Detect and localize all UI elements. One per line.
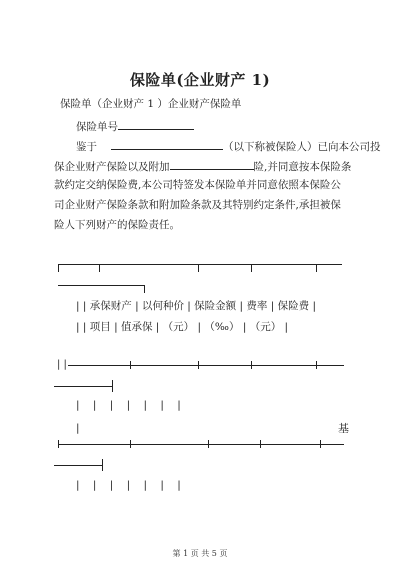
row-b-sub-rule xyxy=(54,465,102,466)
table-header-row-1: | | 承保财产 | 以何种价 | 保险金额 | 费率 | 保险费 | xyxy=(76,300,316,312)
table-rule-tick xyxy=(320,440,321,448)
table-top-rule xyxy=(58,264,342,265)
table-rule-tick xyxy=(58,440,59,448)
row-b-rule xyxy=(58,444,344,445)
para-l1-prefix: 鉴于 xyxy=(76,141,97,153)
table-rule-tick xyxy=(99,264,100,272)
insured-name-blank xyxy=(111,138,223,150)
paragraph-line-1 xyxy=(76,138,381,154)
para-l1-suffix: （以下称被保险人）已向本公司投 xyxy=(223,141,381,153)
table-rule-tick xyxy=(316,361,317,369)
table-rule-tick xyxy=(208,440,209,448)
subtitle-line: 保险单（企业财产 1 ）企业财产保险单 xyxy=(60,98,242,110)
document-title: 保险单(企业财产 1) xyxy=(129,71,271,89)
paragraph-line-2 xyxy=(54,158,351,174)
page-footer: 第 1 页 共 5 页 xyxy=(172,549,228,558)
table-rule-tick xyxy=(198,264,199,272)
paragraph-line-3: 款约定交纳保险费,本公司特签发本保险单并同意依照本保险公 xyxy=(54,179,341,191)
paragraph-line-5: 险人下列财产的保险责任。 xyxy=(54,219,180,231)
table-rule-tick xyxy=(112,380,113,392)
policy-number-line xyxy=(76,118,194,134)
row-a-bars: | | xyxy=(57,359,67,370)
table-rule-tick xyxy=(130,361,131,369)
para-l2-prefix: 保企业财产保险以及附加 xyxy=(54,161,170,173)
para-l2-suffix: 险,并同意按本保险条 xyxy=(253,161,352,173)
table-header-row-2: | | 项目 | 值承保 | （元） | （‰） | （元） | xyxy=(76,321,289,333)
table-rule-tick xyxy=(251,361,252,369)
table-rule-tick xyxy=(260,440,261,448)
table-rule-tick xyxy=(198,361,199,369)
table-rule-tick xyxy=(58,264,59,272)
table-rule-tick xyxy=(251,264,252,272)
single-bar: | xyxy=(76,422,80,434)
column-bars-1: | | | | | | | xyxy=(76,399,186,411)
table-rule-tick xyxy=(102,459,103,471)
table-rule-tick xyxy=(316,264,317,272)
policy-number-label: 保险单号 xyxy=(76,121,118,133)
table-rule-tick xyxy=(130,440,131,448)
paragraph-line-4: 司企业财产保险条款和附加险条款及其特别约定条件,承担被保 xyxy=(54,199,341,211)
table-rule-tick xyxy=(144,285,145,293)
additional-coverage-blank xyxy=(170,158,254,170)
table-sub-rule xyxy=(58,285,144,286)
side-character: 基 xyxy=(338,422,349,435)
policy-number-blank xyxy=(118,118,194,130)
row-a-rule xyxy=(68,365,344,366)
column-bars-2: | | | | | | | xyxy=(76,479,186,491)
row-a-sub-rule xyxy=(54,386,112,387)
